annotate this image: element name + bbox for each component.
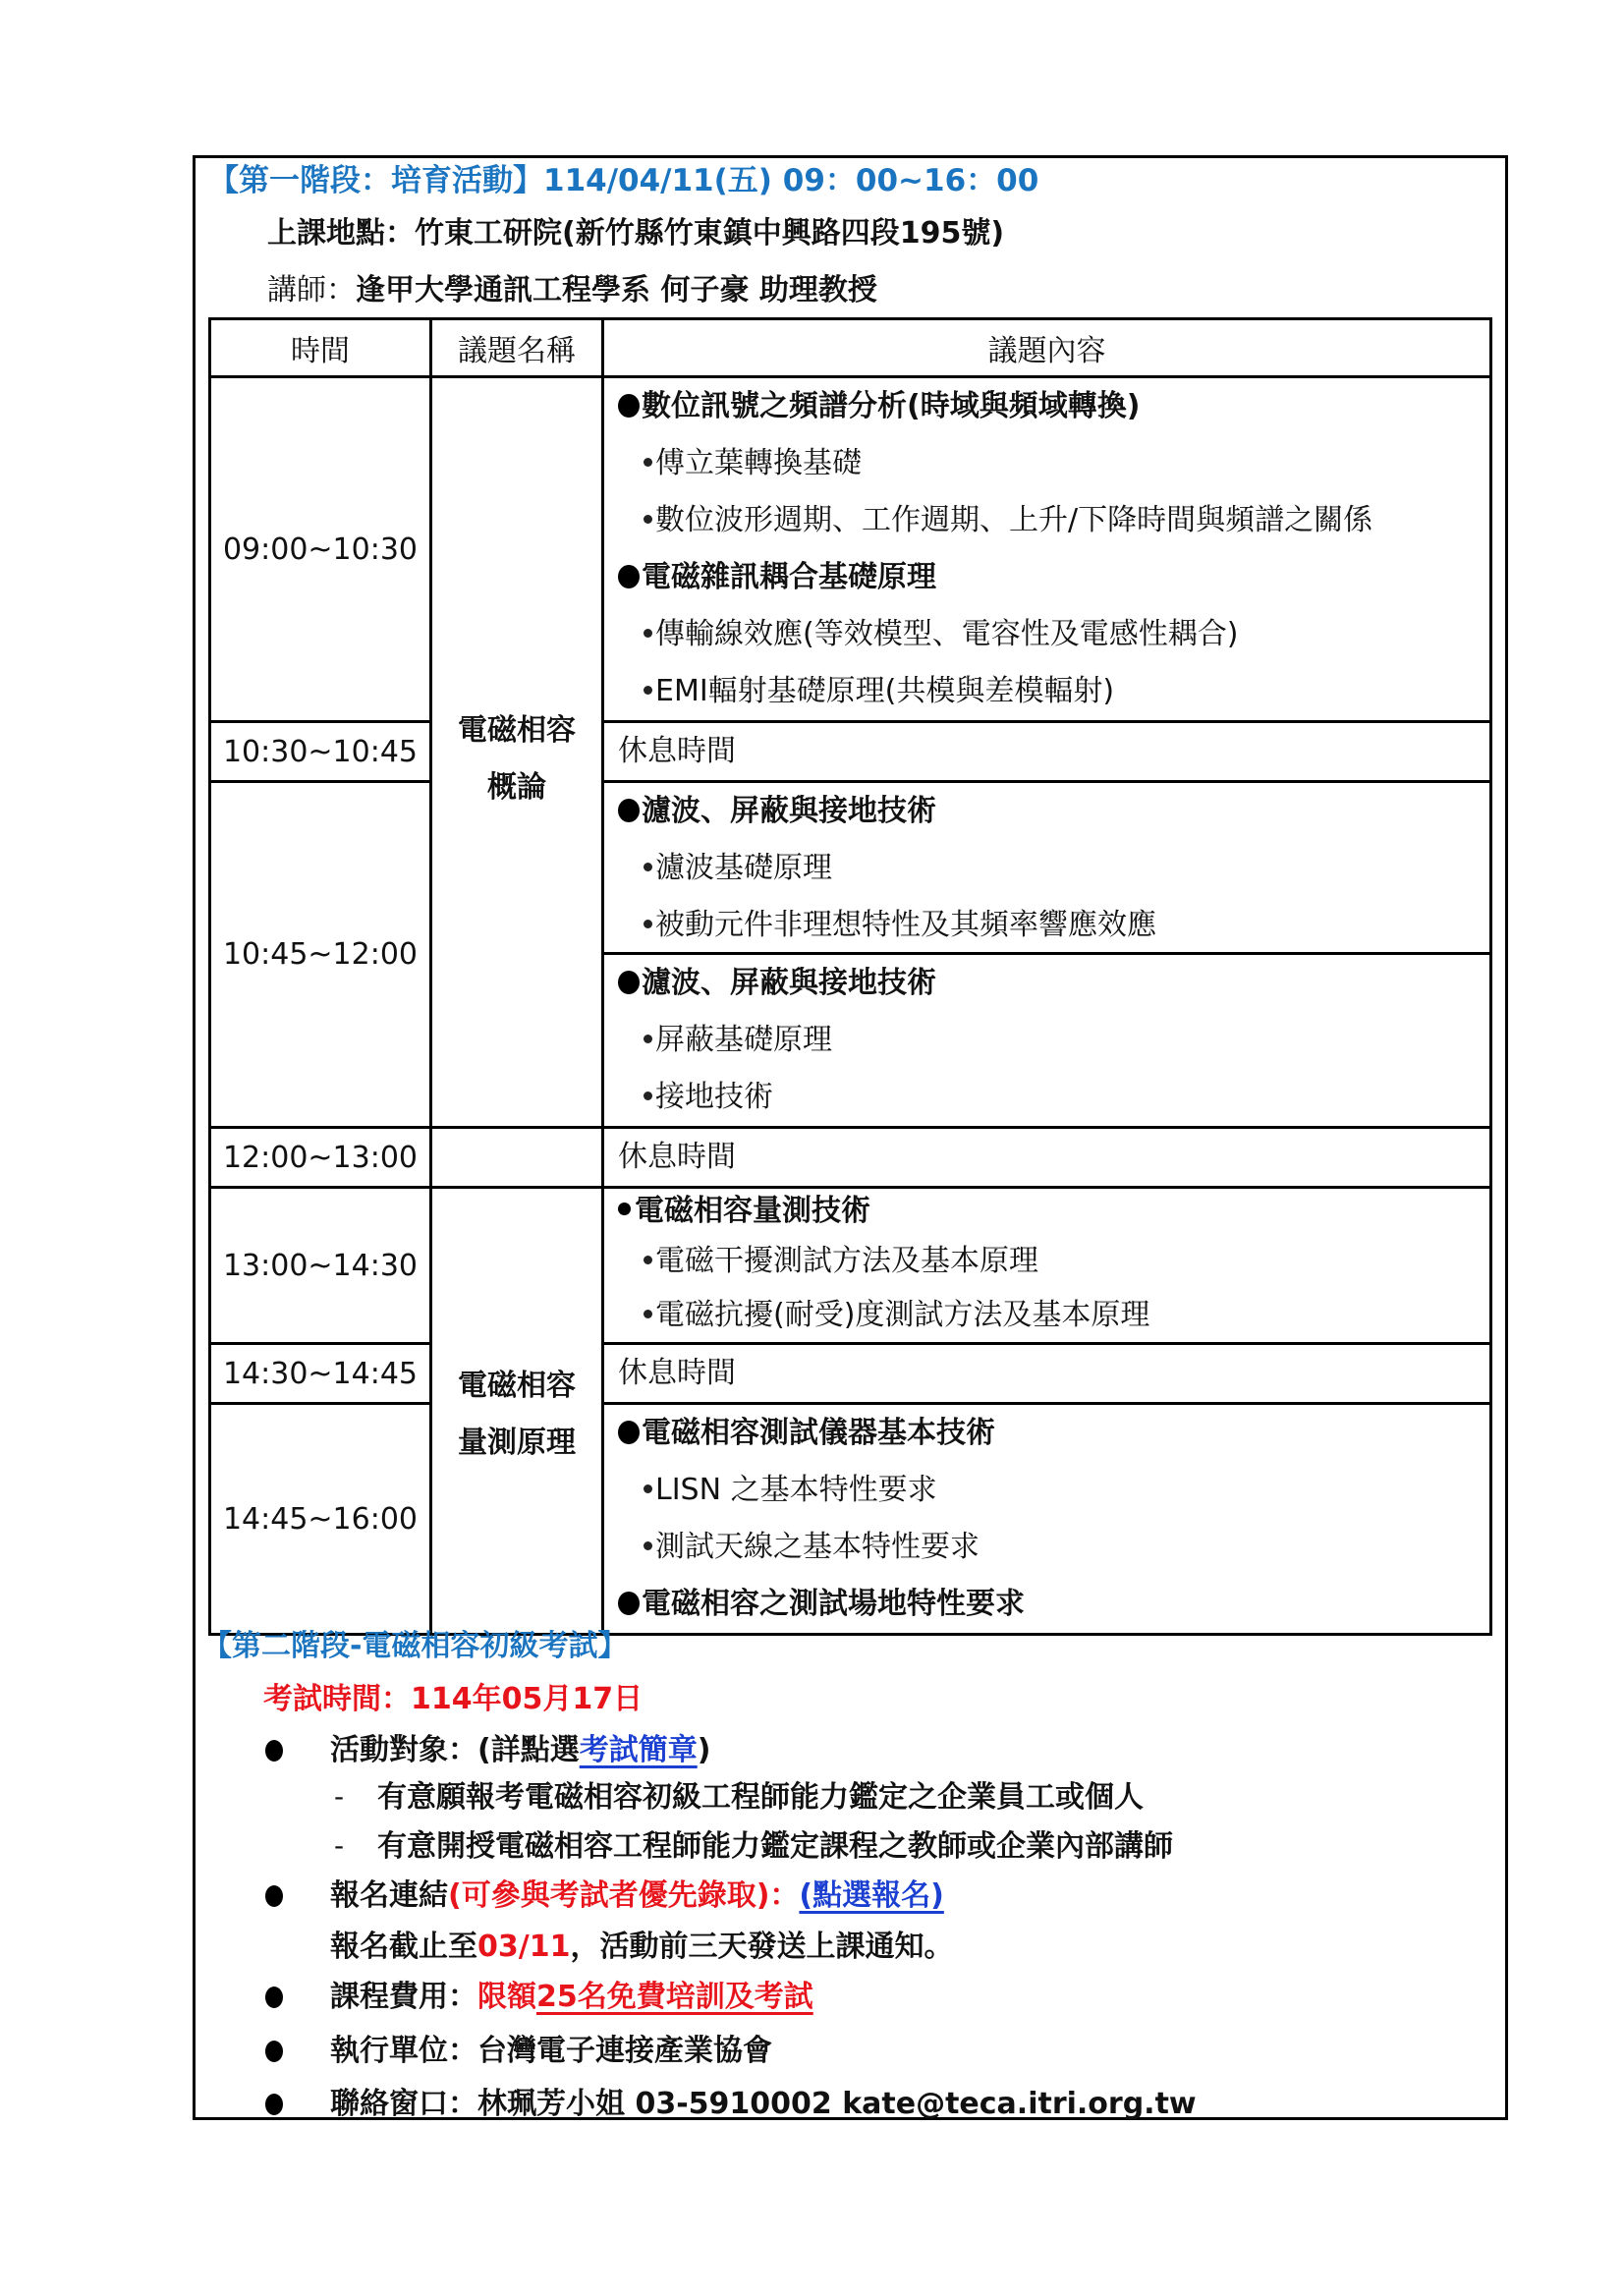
location-label: 上課地點： [267, 216, 415, 251]
time-cell: 10:30~10:45 [210, 722, 431, 782]
list-item: 濾波、屏蔽與接地技術 [618, 955, 1489, 1012]
bullet-icon [644, 1256, 652, 1264]
exam-time: 考試時間：114年05月17日 [263, 1682, 644, 1716]
list-item: EMI輻射基礎原理(共模與差模輻射) [618, 663, 1489, 720]
bullet-icon [644, 515, 652, 524]
time-cell: 14:30~14:45 [210, 1344, 431, 1404]
topic-line: 概論 [487, 770, 546, 805]
instructor-line [267, 271, 877, 310]
organizer-line: 執行單位：台灣電子連接產業協會 [330, 2034, 772, 2068]
break-label: 休息時間 [618, 734, 736, 768]
list-item: 屏蔽基礎原理 [618, 1012, 1489, 1069]
table-row [210, 1128, 1491, 1188]
topic-cell-emc-measurement [431, 1188, 603, 1635]
bullet-icon [265, 2041, 283, 2062]
list-item: 濾波基礎原理 [618, 840, 1489, 897]
location-line [267, 214, 1004, 253]
table-row [210, 782, 1491, 1128]
table-row [210, 1404, 1491, 1635]
content-block [604, 783, 1489, 955]
list-item: 數位波形週期、工作週期、上升/下降時間與頻譜之關係 [618, 492, 1489, 549]
topic-cell-empty [431, 1128, 603, 1188]
time-cell: 13:00~14:30 [210, 1188, 431, 1344]
table-row [210, 377, 1491, 722]
schedule-table [208, 317, 1492, 1636]
bullet-icon [618, 799, 640, 822]
bullet-icon [644, 686, 652, 695]
bullet-icon [265, 1987, 283, 2008]
content-cell [603, 377, 1491, 722]
audience-line: 活動對象：(詳點選考試簡章) [330, 1733, 711, 1767]
list-item: 電磁干擾測試方法及基本原理 [618, 1234, 1489, 1289]
fee-line: 課程費用：限額25名免費培訓及考試 [330, 1980, 813, 2014]
audience-item: 有意願報考電磁相容初級工程師能力鑑定之企業員工或個人 [377, 1780, 1144, 1815]
bullet-icon [644, 920, 652, 928]
list-item: 測試天線之基本特性要求 [618, 1519, 1489, 1576]
list-item: 接地技術 [618, 1069, 1489, 1126]
list-item: 電磁相容測試儀器基本技術 [618, 1405, 1489, 1462]
instructor-value: 逢甲大學通訊工程學系 何子豪 助理教授 [356, 273, 877, 308]
list-item: 傅立葉轉換基礎 [618, 435, 1489, 492]
deadline-date: 03/11 [477, 1930, 571, 1964]
topic-line: 電磁相容 [458, 713, 576, 748]
table-row [210, 722, 1491, 782]
content-cell [603, 782, 1491, 1128]
bullet-icon [644, 1035, 652, 1043]
list-item: 電磁抗擾(耐受)度測試方法及基本原理 [618, 1289, 1489, 1342]
contact-line: 聯絡窗口：林珮芳小姐 03-5910002 kate@teca.itri.org.tw [330, 2087, 1197, 2121]
contact-value: 林珮芳小姐 03-5910002 kate@teca.itri.org.tw [477, 2087, 1197, 2121]
header-time: 時間 [210, 319, 431, 377]
fee-highlight: 25名免費培訓及考試 [536, 1980, 813, 2014]
signup-priority: (可參與考試者優先錄取)： [448, 1878, 800, 1913]
deadline-line: 報名截止至03/11，活動前三天發送上課通知。 [330, 1930, 954, 1964]
instructor-label: 講師： [267, 273, 356, 308]
topic-cell-emc-intro [431, 377, 603, 1128]
bullet-icon [265, 1740, 283, 1762]
content-cell [603, 1188, 1491, 1344]
list-item: LISN 之基本特性要求 [618, 1462, 1489, 1519]
list-item: 傳輸線效應(等效模型、電容性及電感性耦合) [618, 606, 1489, 663]
time-cell: 10:45~12:00 [210, 782, 431, 1128]
content-block [604, 955, 1489, 1126]
table-row [210, 1344, 1491, 1404]
list-item: 數位訊號之頻譜分析(時域與頻域轉換) [618, 378, 1489, 435]
signup-line: 報名連結(可參與考試者優先錄取)：(點選報名) [330, 1878, 944, 1913]
signup-link[interactable]: (點選報名) [799, 1878, 944, 1913]
bullet-icon [265, 2094, 283, 2115]
stage2-title: 【第二階段-電磁相容初級考試】 [202, 1629, 628, 1663]
exam-brochure-link[interactable]: 考試簡章 [579, 1733, 698, 1767]
bullet-icon [618, 971, 640, 994]
bullet-icon [618, 1203, 631, 1215]
break-label: 休息時間 [618, 1140, 736, 1174]
list-item: 濾波、屏蔽與接地技術 [618, 783, 1489, 840]
bullet-icon [644, 863, 652, 871]
content-cell [603, 722, 1491, 782]
list-item: 被動元件非理想特性及其頻率響應效應 [618, 897, 1489, 954]
location-value: 竹東工研院(新竹縣竹東鎮中興路四段195號) [415, 216, 1005, 251]
bullet-icon [618, 1421, 640, 1444]
dash-icon: - [334, 1829, 345, 1862]
bullet-icon [618, 1592, 640, 1615]
header-content: 議題內容 [603, 319, 1491, 377]
bullet-icon [644, 1092, 652, 1100]
table-row [210, 1188, 1491, 1344]
break-label: 休息時間 [618, 1356, 736, 1390]
bullet-icon [618, 394, 640, 418]
stage1-title: 【第一階段：培育活動】114/04/11(五) 09：00~16：00 [208, 163, 1039, 198]
dash-icon: - [334, 1780, 345, 1813]
bullet-icon [618, 565, 640, 588]
bullet-icon [644, 1310, 652, 1318]
bullet-icon [644, 1484, 652, 1493]
content-cell [603, 1344, 1491, 1404]
time-cell: 09:00~10:30 [210, 377, 431, 722]
time-cell: 12:00~13:00 [210, 1128, 431, 1188]
audience-item: 有意開授電磁相容工程師能力鑑定課程之教師或企業內部講師 [377, 1829, 1173, 1864]
content-cell [603, 1128, 1491, 1188]
list-item: 電磁相容之測試場地特性要求 [618, 1576, 1489, 1633]
bullet-icon [265, 1885, 283, 1907]
content-cell [603, 1404, 1491, 1635]
time-cell: 14:45~16:00 [210, 1404, 431, 1635]
bullet-icon [644, 629, 652, 638]
list-item: 電磁雜訊耦合基礎原理 [618, 549, 1489, 606]
table-header-row [210, 319, 1491, 377]
bullet-icon [644, 458, 652, 467]
header-topic: 議題名稱 [431, 319, 603, 377]
topic-line: 量測原理 [458, 1426, 576, 1460]
bullet-icon [644, 1541, 652, 1550]
list-item: 電磁相容量測技術 [618, 1189, 1489, 1234]
topic-line: 電磁相容 [458, 1369, 576, 1403]
